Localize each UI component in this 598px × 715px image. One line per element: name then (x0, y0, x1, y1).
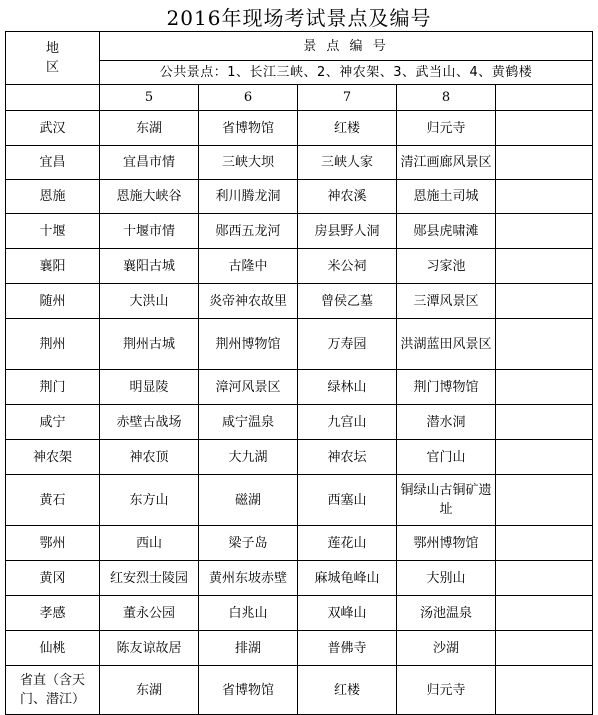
spot-cell: 利川腾龙洞 (199, 180, 298, 214)
number-header-blank (6, 85, 100, 111)
spot-cell: 双峰山 (298, 596, 397, 631)
spot-cell: 普佛寺 (298, 631, 397, 666)
empty-cell (496, 475, 593, 526)
spot-cell: 省博物馆 (199, 111, 298, 146)
empty-cell (496, 370, 593, 405)
region-cell: 孝感 (6, 596, 100, 631)
spot-cell: 西塞山 (298, 475, 397, 526)
region-cell: 荆州 (6, 319, 100, 370)
spot-cell: 归元寺 (397, 666, 496, 715)
spot-cell: 神农顶 (100, 440, 199, 475)
empty-cell (496, 631, 593, 666)
spot-cell: 红楼 (298, 666, 397, 715)
table-row (6, 596, 593, 631)
spot-cell: 绿林山 (298, 370, 397, 405)
spot-cell: 莲花山 (298, 526, 397, 561)
spot-cell: 明显陵 (100, 370, 199, 405)
table-row (6, 284, 593, 319)
table-row (6, 405, 593, 440)
page-title: 2016年现场考试景点及编号 (166, 6, 432, 30)
empty-cell (496, 666, 593, 715)
table-row (6, 475, 593, 526)
spot-cell: 东湖 (100, 666, 199, 715)
region-cell: 宜昌 (6, 146, 100, 180)
spot-cell: 潜水洞 (397, 405, 496, 440)
table-row (6, 214, 593, 249)
table-row (6, 526, 593, 561)
table-row (6, 440, 593, 475)
spot-cell: 清江画廊风景区 (397, 146, 496, 180)
table-row (6, 111, 593, 146)
region-cell: 咸宁 (6, 405, 100, 440)
region-cell: 仙桃 (6, 631, 100, 666)
spot-cell: 官门山 (397, 440, 496, 475)
spot-cell: 黄州东坡赤壁 (199, 561, 298, 596)
spot-cell: 梁子岛 (199, 526, 298, 561)
spot-cell: 襄阳古城 (100, 249, 199, 284)
empty-cell (496, 440, 593, 475)
region-cell: 随州 (6, 284, 100, 319)
spot-cell: 曾侯乙墓 (298, 284, 397, 319)
region-cell: 襄阳 (6, 249, 100, 284)
region-cell: 荆门 (6, 370, 100, 405)
public-spots-note: 公共景点：1、长江三峡、2、神农架、3、武当山、4、黄鹤楼 (100, 61, 593, 85)
spot-cell: 郧西五龙河 (199, 214, 298, 249)
region-cell: 鄂州 (6, 526, 100, 561)
spot-cell: 省博物馆 (199, 666, 298, 715)
spot-cell: 习家池 (397, 249, 496, 284)
spot-cell: 东方山 (100, 475, 199, 526)
region-cell: 神农架 (6, 440, 100, 475)
spot-cell: 九宫山 (298, 405, 397, 440)
spot-cell: 恩施土司城 (397, 180, 496, 214)
spot-cell: 三峡人家 (298, 146, 397, 180)
spot-cell: 荆州古城 (100, 319, 199, 370)
spot-cell: 古隆中 (199, 249, 298, 284)
spot-cell: 炎帝神农故里 (199, 284, 298, 319)
spot-cell: 汤池温泉 (397, 596, 496, 631)
header-region-cell (6, 32, 100, 85)
spot-cell: 东湖 (100, 111, 199, 146)
spot-cell: 红楼 (298, 111, 397, 146)
spot-number-5: 5 (100, 85, 199, 111)
spot-cell: 大别山 (397, 561, 496, 596)
spot-cell: 荆州博物馆 (199, 319, 298, 370)
empty-cell (496, 146, 593, 180)
scenic-spots-table (5, 31, 593, 715)
spot-cell: 漳河风景区 (199, 370, 298, 405)
spot-cell: 大洪山 (100, 284, 199, 319)
empty-cell (496, 405, 593, 440)
table-row (6, 631, 593, 666)
table-row (6, 146, 593, 180)
empty-cell (496, 284, 593, 319)
empty-cell (496, 596, 593, 631)
spot-cell: 白兆山 (199, 596, 298, 631)
spot-cell: 赤壁古战场 (100, 405, 199, 440)
spot-cell: 铜绿山古铜矿遗址 (397, 475, 496, 526)
spot-cell: 十堰市情 (100, 214, 199, 249)
spot-cell: 荆门博物馆 (397, 370, 496, 405)
empty-cell (496, 85, 593, 111)
spot-cell: 房县野人洞 (298, 214, 397, 249)
spot-cell: 郧县虎啸滩 (397, 214, 496, 249)
spot-cell: 万寿园 (298, 319, 397, 370)
spot-cell: 恩施大峡谷 (100, 180, 199, 214)
region-cell: 省直（含天门、潜江） (6, 666, 100, 715)
spot-cell: 三潭风景区 (397, 284, 496, 319)
spot-cell: 董永公园 (100, 596, 199, 631)
spot-number-8: 8 (397, 85, 496, 111)
region-cell: 黄冈 (6, 561, 100, 596)
spot-cell: 排湖 (199, 631, 298, 666)
spot-cell: 大九湖 (199, 440, 298, 475)
empty-cell (496, 319, 593, 370)
empty-cell (496, 180, 593, 214)
spot-cell: 麻城龟峰山 (298, 561, 397, 596)
spot-cell: 磁湖 (199, 475, 298, 526)
header-region-bottom: 区 (45, 60, 59, 75)
spot-cell: 陈友谅故居 (100, 631, 199, 666)
spot-cell: 米公祠 (298, 249, 397, 284)
table-row (6, 561, 593, 596)
table-row (6, 180, 593, 214)
empty-cell (496, 249, 593, 284)
spot-number-6: 6 (199, 85, 298, 111)
spot-cell: 归元寺 (397, 111, 496, 146)
spot-cell: 神农溪 (298, 180, 397, 214)
header-region-top: 地 (45, 41, 59, 56)
table-row (6, 249, 593, 284)
region-cell: 恩施 (6, 180, 100, 214)
spot-cell: 鄂州博物馆 (397, 526, 496, 561)
spot-cell: 宜昌市情 (100, 146, 199, 180)
empty-cell (496, 111, 593, 146)
spot-cell: 沙湖 (397, 631, 496, 666)
spot-cell: 西山 (100, 526, 199, 561)
table-row (6, 319, 593, 370)
table-row (6, 370, 593, 405)
spot-cell: 三峡大坝 (199, 146, 298, 180)
empty-cell (496, 561, 593, 596)
spot-cell: 洪湖蓝田风景区 (397, 319, 496, 370)
table-row (6, 666, 593, 715)
region-cell: 武汉 (6, 111, 100, 146)
region-cell: 十堰 (6, 214, 100, 249)
region-cell: 黄石 (6, 475, 100, 526)
empty-cell (496, 214, 593, 249)
spot-cell: 红安烈士陵园 (100, 561, 199, 596)
empty-cell (496, 526, 593, 561)
header-spots-title: 景 点 编 号 (100, 32, 593, 61)
spot-number-7: 7 (298, 85, 397, 111)
spot-cell: 神农坛 (298, 440, 397, 475)
spot-cell: 咸宁温泉 (199, 405, 298, 440)
